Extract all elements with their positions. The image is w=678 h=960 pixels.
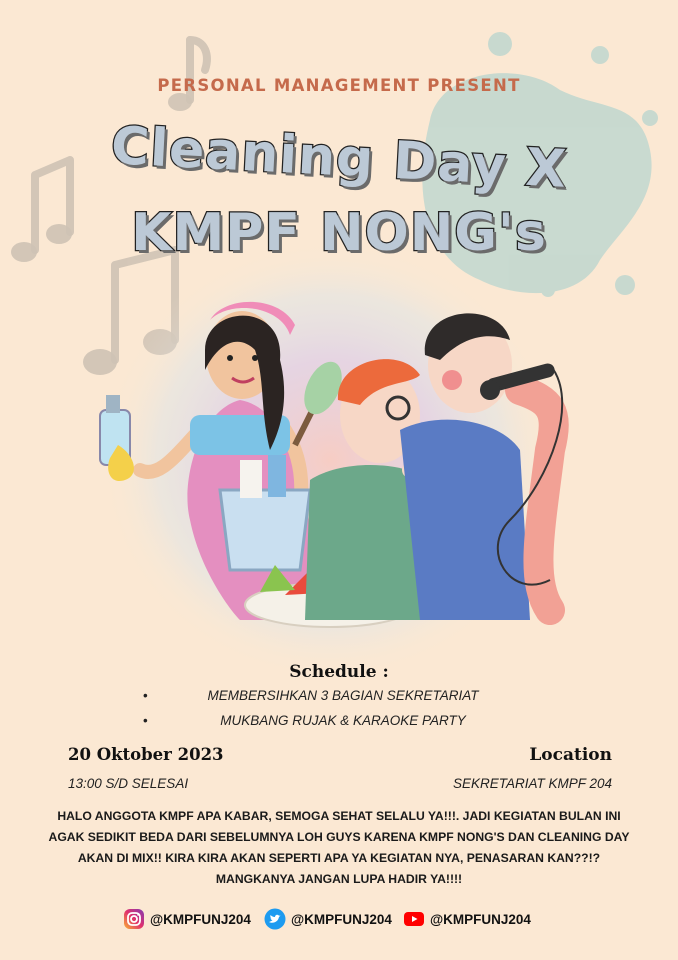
twitter-icon	[264, 908, 286, 930]
schedule-item	[143, 711, 543, 736]
location-heading: Location	[529, 745, 612, 765]
event-location: SEKRETARIAT KMPF 204	[452, 776, 612, 791]
message-line: AGAK SEDIKIT BEDA DARI SEBELUMNYA LOH GUYS KARENA KMPF NONG'S DAN CLEANING DAY	[48, 830, 630, 844]
social-twitter[interactable]	[264, 907, 392, 931]
bullet-icon: •	[143, 688, 148, 703]
message-line: MANGKANYA JANGAN LUPA HADIR YA!!!!	[215, 872, 463, 886]
instagram-icon	[123, 908, 145, 930]
schedule-item	[143, 686, 543, 711]
social-youtube[interactable]	[403, 907, 531, 931]
title-line-1: Cleaning Day X	[109, 116, 569, 200]
schedule-item-text: MEMBERSIHKAN 3 BAGIAN SEKRETARIAT	[207, 688, 479, 703]
announcement-message	[38, 806, 640, 890]
event-time: 13:00 S/D SELESAI	[68, 776, 189, 791]
youtube-icon	[403, 908, 425, 930]
karaoke-man-blue-illustration	[400, 313, 562, 620]
presenter-kicker: PERSONAL MANAGEMENT PRESENT	[157, 76, 521, 95]
social-instagram[interactable]	[123, 907, 251, 931]
bullet-icon: •	[143, 713, 148, 728]
instagram-handle: @KMPFUNJ204	[150, 911, 251, 927]
schedule-list	[143, 686, 543, 736]
twitter-handle: @KMPFUNJ204	[291, 911, 392, 927]
title-line-2: KMPF NONG's	[131, 203, 547, 263]
illustration	[80, 280, 580, 640]
message-line: HALO ANGGOTA KMPF APA KABAR, SEMOGA SEHAT SELALU YA!!!. JADI KEGIATAN BULAN INI	[57, 809, 621, 823]
youtube-handle: @KMPFUNJ204	[430, 911, 531, 927]
event-date: 20 Oktober 2023	[68, 745, 224, 764]
schedule-heading: Schedule :	[289, 662, 389, 682]
schedule-item-text: MUKBANG RUJAK & KARAOKE PARTY	[220, 713, 466, 728]
message-line: AKAN DI MIX!! KIRA KIRA AKAN SEPERTI APA YA KEGIATAN NYA, PENASARAN KAN??!?	[77, 851, 601, 865]
